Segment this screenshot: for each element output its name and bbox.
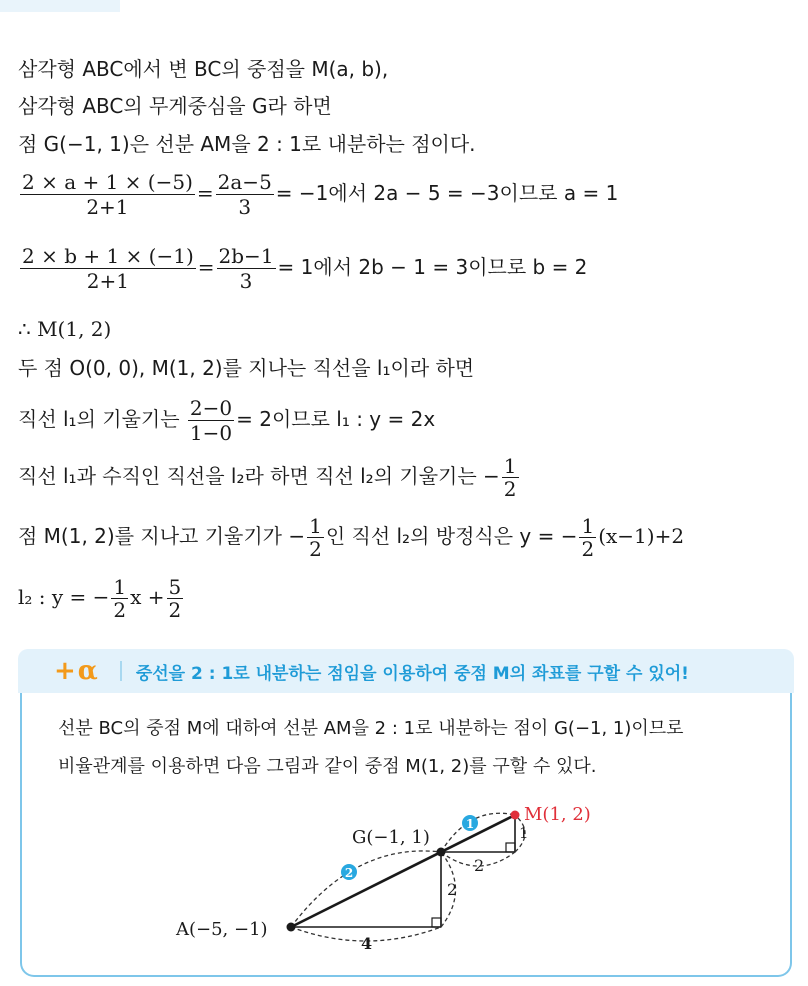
slope-l1-denominator: 1−0: [189, 421, 233, 445]
final-l2-fraction-2-numerator: 5: [168, 575, 182, 599]
label-point-a: A(−5, −1): [176, 919, 268, 940]
line-l1-definition: 두 점 O(0, 0), M(1, 2)를 지나는 직선을 l₁이라 하면: [18, 356, 475, 380]
final-l2-fraction-1-denominator: 2: [113, 598, 127, 622]
equation-a: $\frac{2 \times a + 1 \times (-5)}{2+1}$ = $\frac{2a-5}{3}$ = −1에서 2a − 5 = −3이므로 a = 1: [22, 170, 619, 219]
fraction-b-denominator: 2+1: [86, 269, 129, 293]
plus-icon: +: [54, 656, 76, 686]
solution-line-3: 점 G(−1, 1)은 선분 AM을 2 : 1로 내분하는 점이다.: [18, 132, 476, 156]
final-l2-fraction-1-numerator: 1: [113, 575, 127, 599]
equation-l2-prefix: 점 M(1, 2)를 지나고 기울기가 −: [18, 524, 306, 548]
fraction-a-simplified-denominator: 3: [238, 195, 252, 219]
right-angle-mark-gm: [506, 843, 515, 852]
fraction-a-simplified-numerator: 2a−5: [217, 170, 272, 194]
equation-l2-tail: (x−1)+2: [598, 524, 685, 548]
equation-l2-middle: 인 직선 l₂의 방정식은 y = −: [325, 524, 578, 548]
final-l2-fraction-2-denominator: 2: [168, 598, 182, 622]
solution-line-2: 삼각형 ABC의 무게중심을 G라 하면: [18, 94, 332, 118]
tip-body-line-2: 비율관계를 이용하면 다음 그림과 같이 중점 M(1, 2)를 구할 수 있다.: [58, 756, 597, 777]
point-a: [287, 923, 296, 932]
slope-l2-numerator: 1: [503, 454, 517, 478]
length-gm-vertical: 1: [519, 824, 529, 842]
length-gm-horizontal: 2: [474, 856, 485, 875]
slope-l1-tail: = 2이므로 l₁ : y = 2x: [236, 407, 436, 431]
fraction-b-simplified-denominator: 3: [239, 269, 253, 293]
equation-l2-fraction-2-denominator: 2: [581, 537, 595, 561]
tip-headline: 중선을 2 : 1로 내분하는 점임을 이용하여 중점 M의 좌표를 구할 수 있어!: [135, 663, 689, 684]
equation-l2-fraction-1-numerator: 1: [309, 514, 322, 538]
badge-2-label: 2: [344, 866, 354, 880]
equation-b: $\frac{2 \times b + 1 \times (-1)}{2+1}$ = $\frac{2b-1}{3}$ = 1에서 2b − 1 = 3이므로 b = 2: [22, 244, 588, 293]
label-point-g: G(−1, 1): [352, 827, 430, 848]
badge-1-label: 1: [465, 817, 475, 831]
fraction-a-numerator: 2 × a + 1 × (−5): [22, 170, 193, 194]
slope-l2-text: 직선 l₁과 수직인 직선을 l₂라 하면 직선 l₂의 기울기는 −: [18, 464, 500, 488]
equation-b-tail: = 1에서 2b − 1 = 3이므로 b = 2: [277, 255, 588, 279]
therefore-line: ∴ M(1, 2): [18, 317, 112, 341]
alpha-icon: α: [77, 656, 98, 686]
fraction-b-simplified-numerator: 2b−1: [218, 244, 274, 268]
point-g: [437, 848, 446, 857]
equation-l2-fraction-2-numerator: 1: [581, 514, 595, 538]
label-point-m: M(1, 2): [524, 804, 591, 825]
slope-l1-prefix: 직선 l₁의 기울기는: [18, 407, 180, 431]
point-m: [511, 811, 520, 820]
slope-l2-denominator: 2: [503, 477, 517, 501]
tip-body-line-1: 선분 BC의 중점 M에 대하여 선분 AM을 2 : 1로 내분하는 점이 G(−1, 1)이므로: [58, 718, 684, 739]
fraction-b-numerator: 2 × b + 1 × (−1): [22, 244, 194, 268]
right-angle-mark-ag: [432, 918, 441, 927]
length-ag-horizontal: 4: [361, 934, 373, 953]
fraction-a-denominator: 2+1: [86, 195, 129, 219]
length-ag-vertical: 2: [447, 880, 458, 899]
final-l2-prefix: l₂ : y = −: [18, 585, 110, 609]
final-l2-middle: x +: [130, 585, 165, 609]
equation-a-tail: = −1에서 2a − 5 = −3이므로 a = 1: [275, 181, 619, 205]
solution-line-1: 삼각형 ABC에서 변 BC의 중점을 M(a, b),: [18, 57, 389, 81]
equation-l2-fraction-1-denominator: 2: [309, 537, 322, 561]
slope-l1-numerator: 2−0: [189, 396, 233, 420]
